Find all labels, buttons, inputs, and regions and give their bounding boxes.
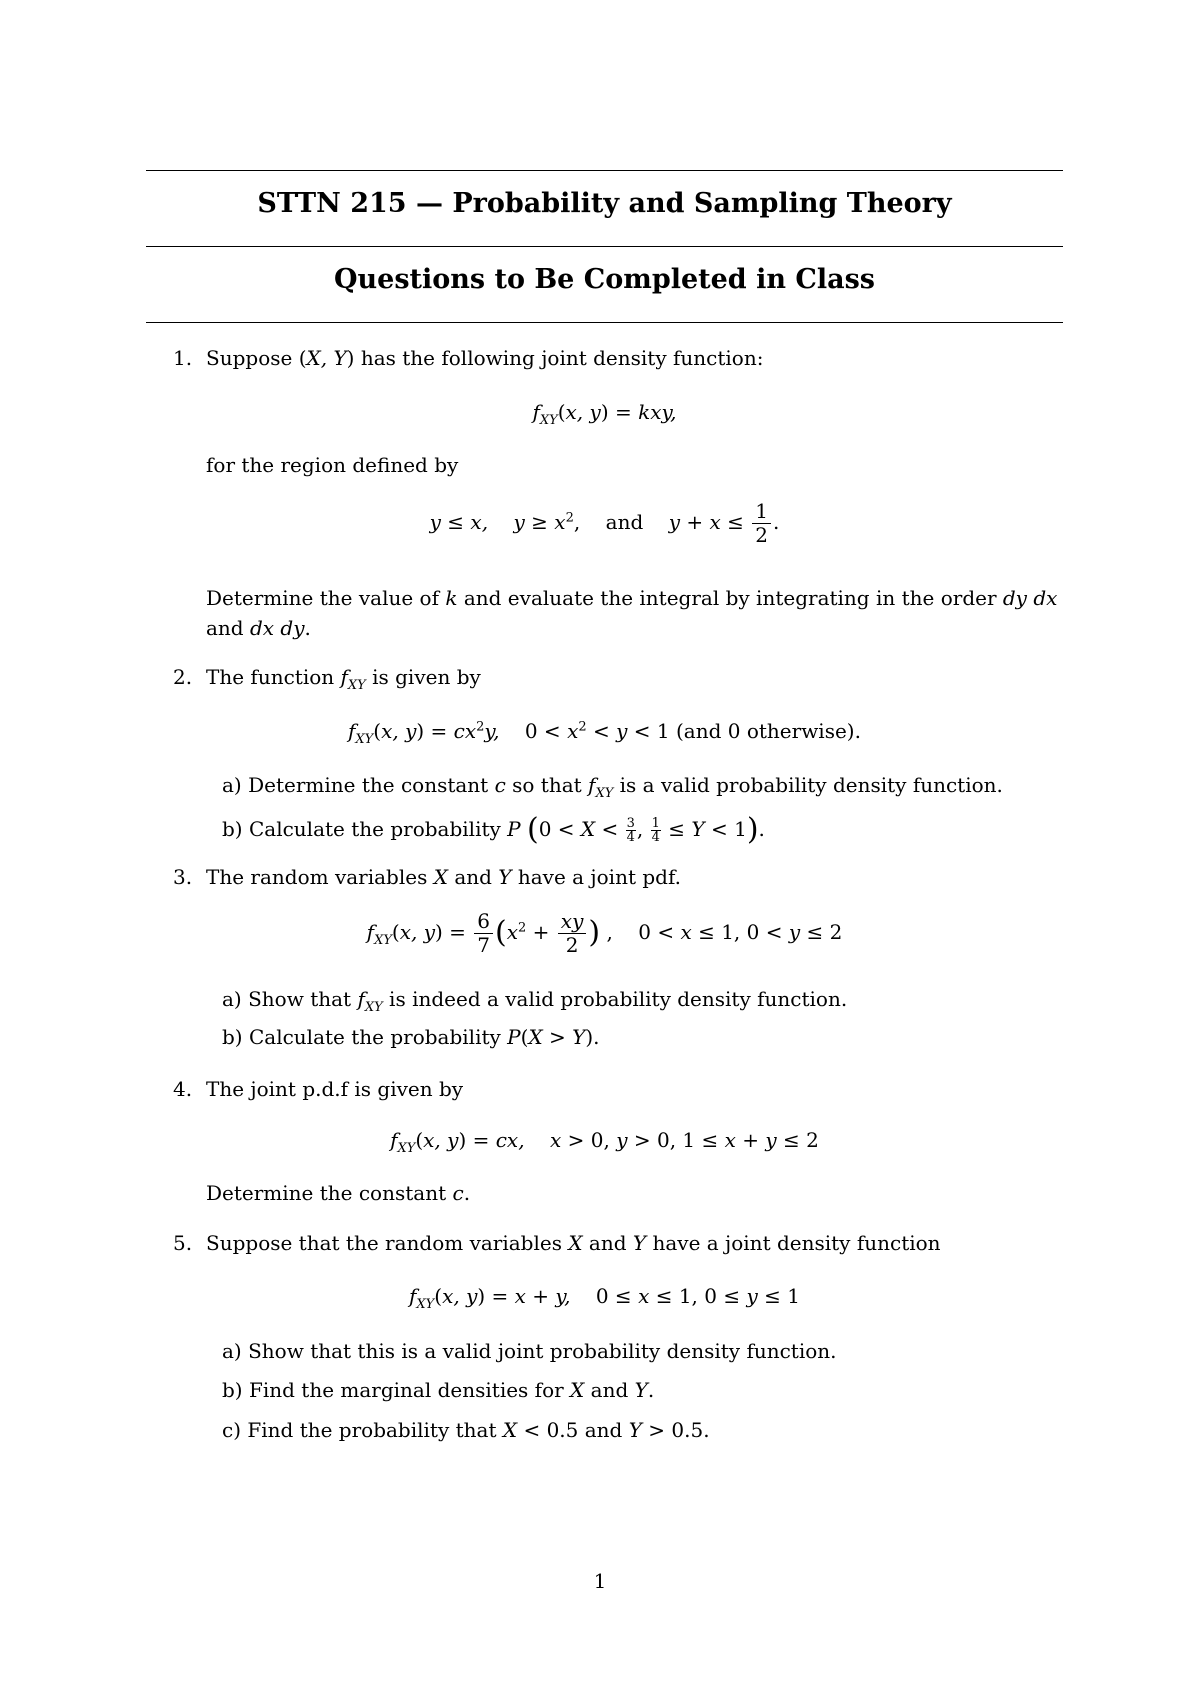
q3-intro: The random variables X and Y have a joint pdf. xyxy=(206,865,682,889)
q1-region-intro: for the region defined by xyxy=(206,453,459,477)
q5-part-c: c) Find the probability that X < 0.5 and Y > 0.5. xyxy=(222,1418,710,1442)
page-number: 1 xyxy=(593,1569,607,1593)
q5-part-b: b) Find the marginal densities for X and Y. xyxy=(222,1378,655,1402)
q2-part-b: b) Calculate the probability P (0 < X < $\frac{3}{4}$ , $\frac{1}{4}$ ≤ Y < 1). xyxy=(222,812,765,847)
top-rule xyxy=(146,170,1063,171)
q4-intro: The joint p.d.f is given by xyxy=(206,1077,464,1101)
q2-number: 2. xyxy=(173,665,193,689)
q2-density-equation: $f_{XY}(x$, $y) = cx^2y$, $0 < x^2 < y < 1$ (and 0 otherwise). xyxy=(348,719,861,747)
q2-intro: The function $f_{XY}$ is given by xyxy=(206,665,481,693)
subtitle-rule xyxy=(146,322,1063,323)
q4-density-equation: $f_{XY}(x$, y) = cx, x > 0, y > 0, 1 ≤ x + y ≤ 2 xyxy=(390,1128,819,1156)
q1-instruction: Determine the value of k and evaluate the integral by integrating in the order dy dx xyxy=(206,586,1058,610)
q1-instruction-cont: and dx dy. xyxy=(206,616,311,640)
q3-part-a: a) Show that $f_{XY}$ is indeed a valid probability density function. xyxy=(222,987,848,1015)
document-title: STTN 215 — Probability and Sampling Theory xyxy=(257,188,952,219)
q3-number: 3. xyxy=(173,865,193,889)
q1-density-equation: $f_{XY}(x$, y) = kxy, xyxy=(532,400,677,428)
title-rule xyxy=(146,246,1063,247)
q1-and-word: and xyxy=(605,510,644,534)
q1-region-constraints: y ≤ x, $y \ge x^2$, and y + x ≤ $\frac{1}{2}$ . xyxy=(429,499,780,547)
q1-number: 1. xyxy=(173,346,193,370)
q5-number: 5. xyxy=(173,1231,193,1255)
q5-part-a: a) Show that this is a valid joint probability density function. xyxy=(222,1339,837,1363)
q1-intro: Suppose (X, Y) has the following joint density function: xyxy=(206,346,764,370)
q2-otherwise-note: (and 0 otherwise). xyxy=(675,719,861,743)
q3-part-b: b) Calculate the probability P(X > Y). xyxy=(222,1025,600,1049)
q5-intro: Suppose that the random variables X and Y have a joint density function xyxy=(206,1231,941,1255)
q4-instruction: Determine the constant c. xyxy=(206,1181,471,1205)
q2-part-a: a) Determine the constant c so that $f_{XY}$ is a valid probability density function. xyxy=(222,773,1003,801)
document-subtitle: Questions to Be Completed in Class xyxy=(333,264,875,295)
q5-density-equation: $f_{XY}(x$, y) = x + y, 0 ≤ x ≤ 1, 0 ≤ y ≤ 1 xyxy=(409,1284,800,1312)
q3-density-equation: $f_{XY}(x$, y) = $\frac{6}{7}$ ($x^2$ + $\frac{xy}{2}$ ) , 0 < x ≤ 1, 0 < y ≤ 2 xyxy=(366,909,843,957)
q4-number: 4. xyxy=(173,1077,193,1101)
